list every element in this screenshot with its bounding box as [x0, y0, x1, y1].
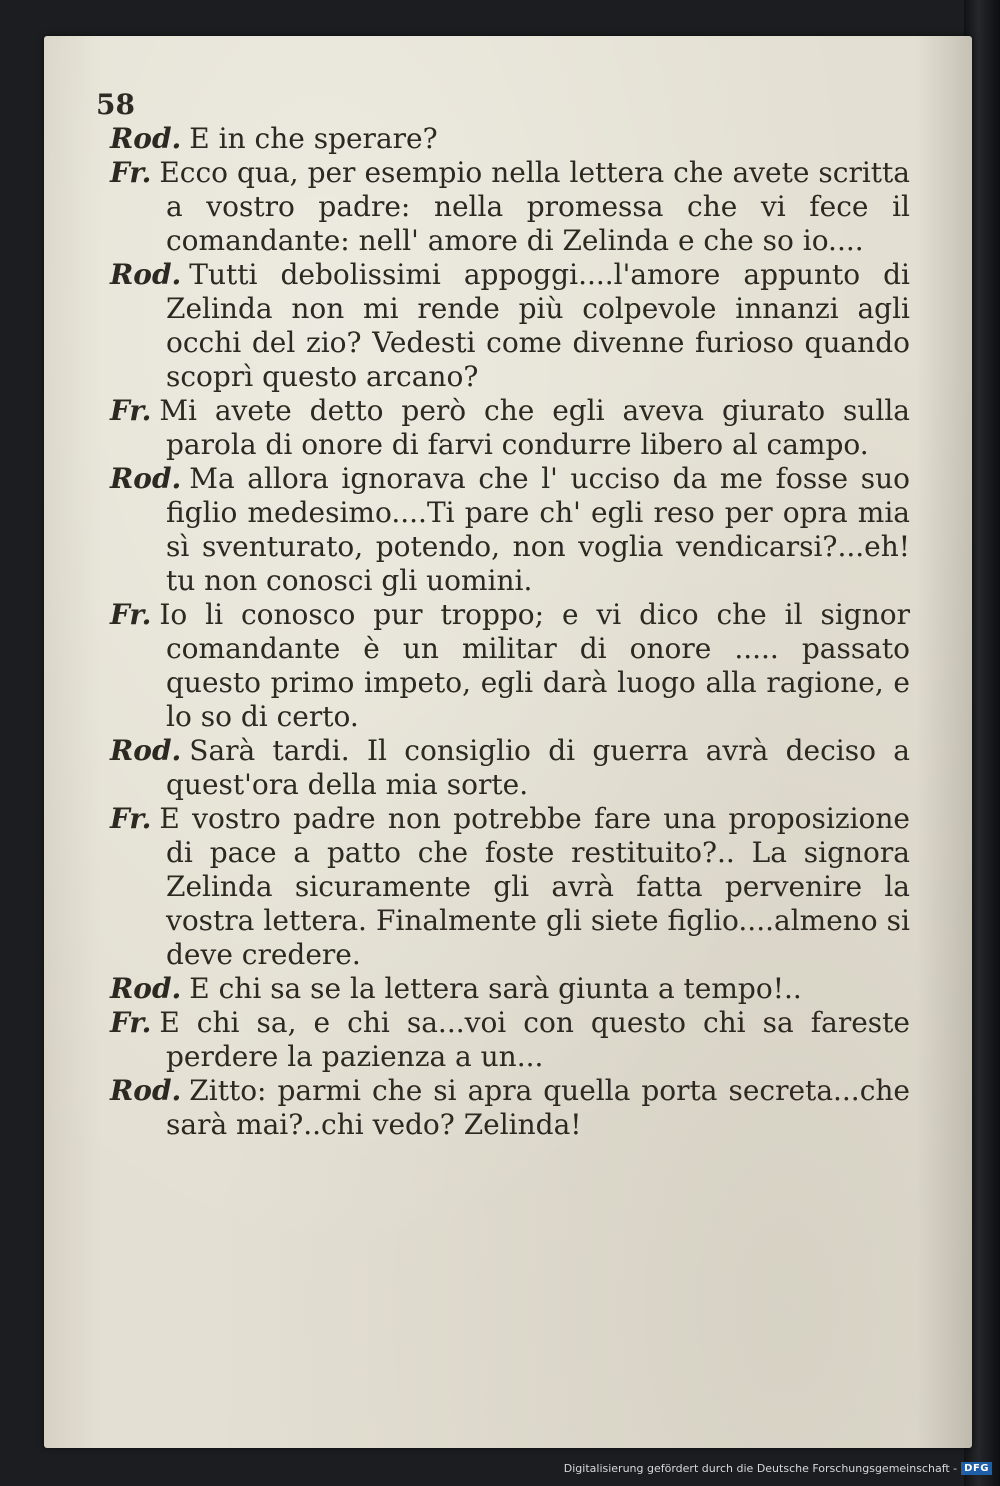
speech-text: Ma allora ignorava che l' ucciso da me fosse suo figlio medesimo....Ti pare ch' egli reso per opra mia sì sventurato, potendo, non voglia vendicarsi?...eh! tu non conosci gli uomini. [166, 462, 910, 597]
speech-paragraph [110, 258, 910, 394]
page-number: 58 [96, 88, 135, 121]
speech-text: E chi sa, e chi sa...voi con questo chi sa fareste perdere la pazienza a un... [159, 1006, 910, 1073]
speech-text: Zitto: parmi che si apra quella porta secreta...che sarà mai?..chi vedo? Zelinda! [166, 1074, 910, 1141]
speaker-label: Fr. [110, 394, 152, 427]
speech-text: Io li conosco pur troppo; e vi dico che il signor comandante è un militar di onore ..... passato questo primo impeto, egli darà luogo alla ragione, e lo so di certo. [159, 598, 910, 733]
speech-paragraph [110, 802, 910, 972]
digitization-credit [564, 1462, 992, 1475]
speaker-label: Fr. [110, 598, 152, 631]
speech-paragraph [110, 598, 910, 734]
dfg-logo: DFG [961, 1462, 992, 1475]
dialogue-text [110, 122, 910, 1142]
speaker-label: Rod. [110, 734, 182, 767]
speech-text: Tutti debolissimi appoggi....l'amore appunto di Zelinda non mi rende più colpevole innanzi agli occhi del zio? Vedesti come divenne furioso quando scoprì questo arcano? [166, 258, 910, 393]
speech-paragraph [110, 972, 910, 1006]
speech-paragraph [110, 122, 910, 156]
credit-text: Digitalisierung gefördert durch die Deutsche Forschungsgemeinschaft - [563, 1462, 958, 1475]
speaker-label: Fr. [110, 156, 152, 189]
speech-text: E in che sperare? [189, 122, 438, 155]
speaker-label: Rod. [110, 972, 182, 1005]
speech-paragraph [110, 462, 910, 598]
speaker-label: Rod. [110, 122, 182, 155]
speech-paragraph [110, 734, 910, 802]
speaker-label: Fr. [110, 1006, 152, 1039]
speaker-label: Rod. [110, 258, 182, 291]
speech-paragraph [110, 394, 910, 462]
speech-paragraph [110, 156, 910, 258]
speech-text: Ecco qua, per esempio nella lettera che avete scritta a vostro padre: nella promessa che vi fece il comandante: nell' amore di Zelinda e che so io.... [159, 156, 910, 257]
speech-text: E chi sa se la lettera sarà giunta a tempo!.. [189, 972, 802, 1005]
speaker-label: Fr. [110, 802, 152, 835]
speaker-label: Rod. [110, 1074, 182, 1107]
speech-text: Mi avete detto però che egli aveva giurato sulla parola di onore di farvi condurre libero al campo. [159, 394, 910, 461]
speech-paragraph [110, 1074, 910, 1142]
speech-text: Sarà tardi. Il consiglio di guerra avrà deciso a quest'ora della mia sorte. [166, 734, 910, 801]
speech-paragraph [110, 1006, 910, 1074]
speaker-label: Rod. [110, 462, 182, 495]
speech-text: E vostro padre non potrebbe fare una proposizione di pace a patto che foste restituito?.. La signora Zelinda sicuramente gli avrà fatta pervenire la vostra lettera. Finalmente gli siete figlio....almeno si deve credere. [159, 802, 910, 971]
